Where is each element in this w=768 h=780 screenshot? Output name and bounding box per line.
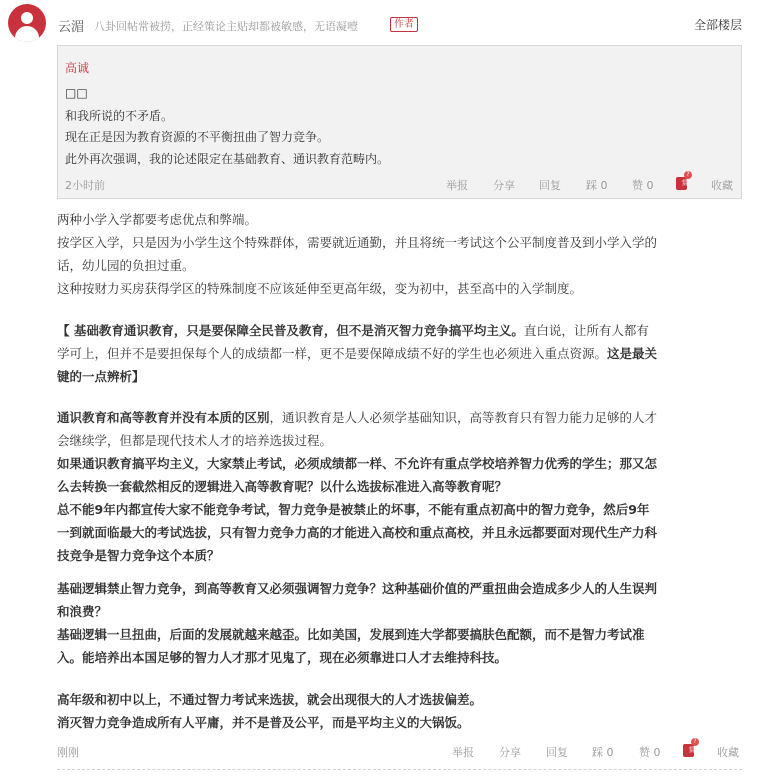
post-line: 总不能9年内都宣传大家不能竞争考试，智力竞争是被禁止的坏事，不能有重点初高中的智力竞争，然后9年 xyxy=(57,502,650,517)
post-timestamp: 刚刚 xyxy=(57,746,79,759)
post-line: 高年级和初中以上，不通过智力考试来选拔，就会出现很大的人才选拔偏差。 xyxy=(57,692,483,707)
post-line-normal: 直白说，让所有人都有 xyxy=(523,323,649,338)
post-action-bar xyxy=(57,738,742,759)
post-line xyxy=(57,408,657,426)
post-header xyxy=(58,14,742,36)
quote-line: □□ xyxy=(65,86,88,100)
post-line: 和浪费？ xyxy=(57,604,108,619)
reply-button[interactable]: 回复 xyxy=(539,179,561,192)
quoted-reply xyxy=(57,45,742,199)
post-line: 一到就面临最大的考试选拔，只有智力竞争力高的才能进入高校和重点高校，并且永远都要面对现代生产力科 xyxy=(57,525,658,540)
like-button[interactable]: 赞 0 xyxy=(632,179,654,192)
share-button[interactable]: 分享 xyxy=(493,179,515,192)
post-line xyxy=(57,321,649,339)
post-line: 这种按财力买房获得学区的特殊制度不应该延伸至更高年级，变为初中，甚至高中的入学制度。 xyxy=(57,281,583,296)
quote-timestamp: 2小时前 xyxy=(65,179,105,192)
collect-button[interactable]: 收藏 xyxy=(711,179,733,192)
collect-button[interactable]: 收藏 xyxy=(717,746,739,759)
post-line: 基础逻辑一旦扭曲，后面的发展就越来越歪。比如美国，发展到连大学都要搞肤色配额，而不是智力考试准 xyxy=(57,627,645,642)
avatar-head-shape xyxy=(21,12,33,24)
post-line-normal: 学可上，但并不是要担保每个人的成绩都一样，更不是要保障成绩不好的学生也必须进入重点资源。 xyxy=(57,346,608,361)
post-line: 技竞争是智力竞争这个本质？ xyxy=(57,548,220,563)
red-envelope-badge: ? xyxy=(691,738,699,746)
red-envelope-label: 赏 xyxy=(688,746,696,754)
share-button[interactable]: 分享 xyxy=(499,746,521,759)
author-badge: 作者 xyxy=(390,17,418,32)
red-envelope-icon[interactable] xyxy=(676,171,690,190)
quote-line: 和我所说的不矛盾。 xyxy=(65,109,174,123)
report-button[interactable]: 举报 xyxy=(452,746,474,759)
post-line-bold: 这是最关 xyxy=(607,346,658,361)
red-envelope-icon[interactable] xyxy=(683,738,697,757)
post-line: 话，幼儿园的负担过重。 xyxy=(57,258,195,273)
like-button[interactable]: 赞 0 xyxy=(639,746,661,759)
post-line: 按学区入学，只是因为小学生这个特殊群体，需要就近通勤，并且将统一考试这个公平制度普及到小学入学的 xyxy=(57,235,658,250)
red-envelope-label: 赏 xyxy=(681,179,689,187)
username[interactable]: 云湄 xyxy=(58,20,85,35)
quote-author[interactable]: 高诚 xyxy=(65,61,90,75)
reply-button[interactable]: 回复 xyxy=(546,746,568,759)
red-envelope-badge: ? xyxy=(684,171,692,179)
user-signature: 八卦回帖常被捞，正经策论主贴却都被敏感，无语凝噎 xyxy=(94,20,358,33)
post-line: 键的一点辨析】 xyxy=(57,369,145,384)
avatar-body-shape xyxy=(15,26,39,42)
dislike-button[interactable]: 踩 0 xyxy=(586,179,608,192)
post-line-bold: 【 基础教育通识教育，只是要保障全民普及教育，但不是消灭智力竞争搞平均主义。 xyxy=(57,323,524,338)
post-line: 么去转换一套截然相反的逻辑进入高等教育呢？以什么选拔标准进入高等教育呢？ xyxy=(57,479,508,494)
post-line: 如果通识教育搞平均主义，大家禁止考试，必须成绩都一样、不允许有重点学校培养智力优秀的学生；那又怎 xyxy=(57,456,658,471)
post-line: 消灭智力竞争造成所有人平庸，并不是普及公平，而是平均主义的大锅饭。 xyxy=(57,715,470,730)
quote-line: 此外再次强调，我的论述限定在基础教育、通识教育范畴内。 xyxy=(65,152,390,166)
all-floors-link[interactable]: 全部楼层 xyxy=(693,18,742,32)
dislike-button[interactable]: 踩 0 xyxy=(592,746,614,759)
avatar[interactable] xyxy=(8,4,46,42)
post-line: 两种小学入学都要考虑优点和弊端。 xyxy=(57,212,258,227)
quote-line: 现在正是因为教育资源的不平衡扭曲了智力竞争。 xyxy=(65,130,330,144)
post-line: 会继续学，但都是现代技术人才的培养选拔过程。 xyxy=(57,433,333,448)
post-line: 入。能培养出本国足够的智力人才那才见鬼了，现在必须靠进口人才去维持科技。 xyxy=(57,650,508,665)
post-line: 基础逻辑禁止智力竞争，到高等教育又必须强调智力竞争？这种基础价值的严重扭曲会造成多少人的人生误判 xyxy=(57,581,658,596)
post-line xyxy=(57,344,657,362)
quote-action-bar xyxy=(65,171,735,192)
report-button[interactable]: 举报 xyxy=(446,179,468,192)
divider xyxy=(57,769,742,770)
post-line-bold: 通识教育和高等教育并没有本质的区别 xyxy=(57,410,270,425)
post-line-normal: ，通识教育是人人必须学基础知识，高等教育只有智力能力足够的人才 xyxy=(269,410,658,425)
